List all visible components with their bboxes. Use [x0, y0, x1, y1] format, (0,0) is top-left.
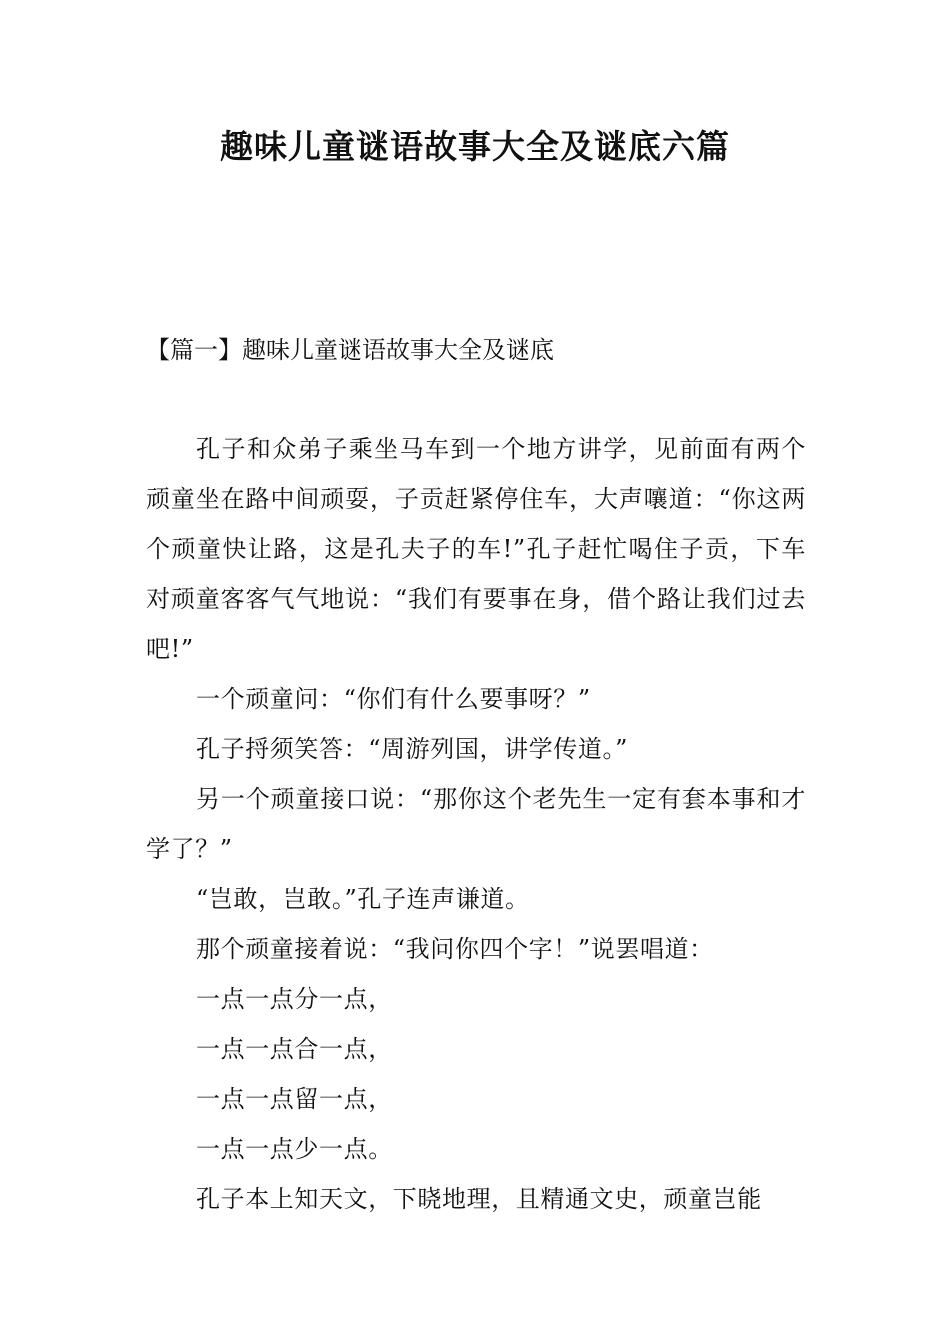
paragraph: 孔子和众弟子乘坐马车到一个地方讲学，见前面有两个顽童坐在路中间顽耍，子贡赶紧停住车，大声嚷道：“你这两个顽童快让路，这是孔夫子的车!”孔子赶忙喝住子贡，下车对顽童客客气气地说：“我们有要事在身，借个路让我们过去吧!” — [146, 435, 806, 663]
riddle-line: 一点一点分一点， — [196, 985, 393, 1013]
paragraph: 另一个顽童接口说：“那你这个老先生一定有套本事和才学了？” — [146, 785, 806, 863]
riddle-line: 一点一点合一点， — [196, 1035, 393, 1063]
section-heading: 【篇一】趣味儿童谜语故事大全及谜底 — [146, 336, 554, 364]
body-text — [146, 424, 806, 1224]
riddle-line: 一点一点少一点。 — [196, 1135, 393, 1163]
paragraph: “岂敢，岂敢。”孔子连声谦道。 — [196, 885, 530, 913]
paragraph: 孔子本上知天文，下晓地理，且精通文史，顽童岂能 — [196, 1185, 762, 1213]
riddle-line: 一点一点留一点， — [196, 1085, 393, 1113]
document-title: 趣味儿童谜语故事大全及谜底六篇 — [220, 127, 730, 166]
paragraph: 一个顽童问：“你们有什么要事呀？” — [196, 685, 591, 713]
paragraph: 那个顽童接着说：“我问你四个字！”说罢唱道： — [196, 935, 714, 963]
paragraph: 孔子捋须笑答：“周游列国，讲学传道。” — [196, 735, 628, 763]
